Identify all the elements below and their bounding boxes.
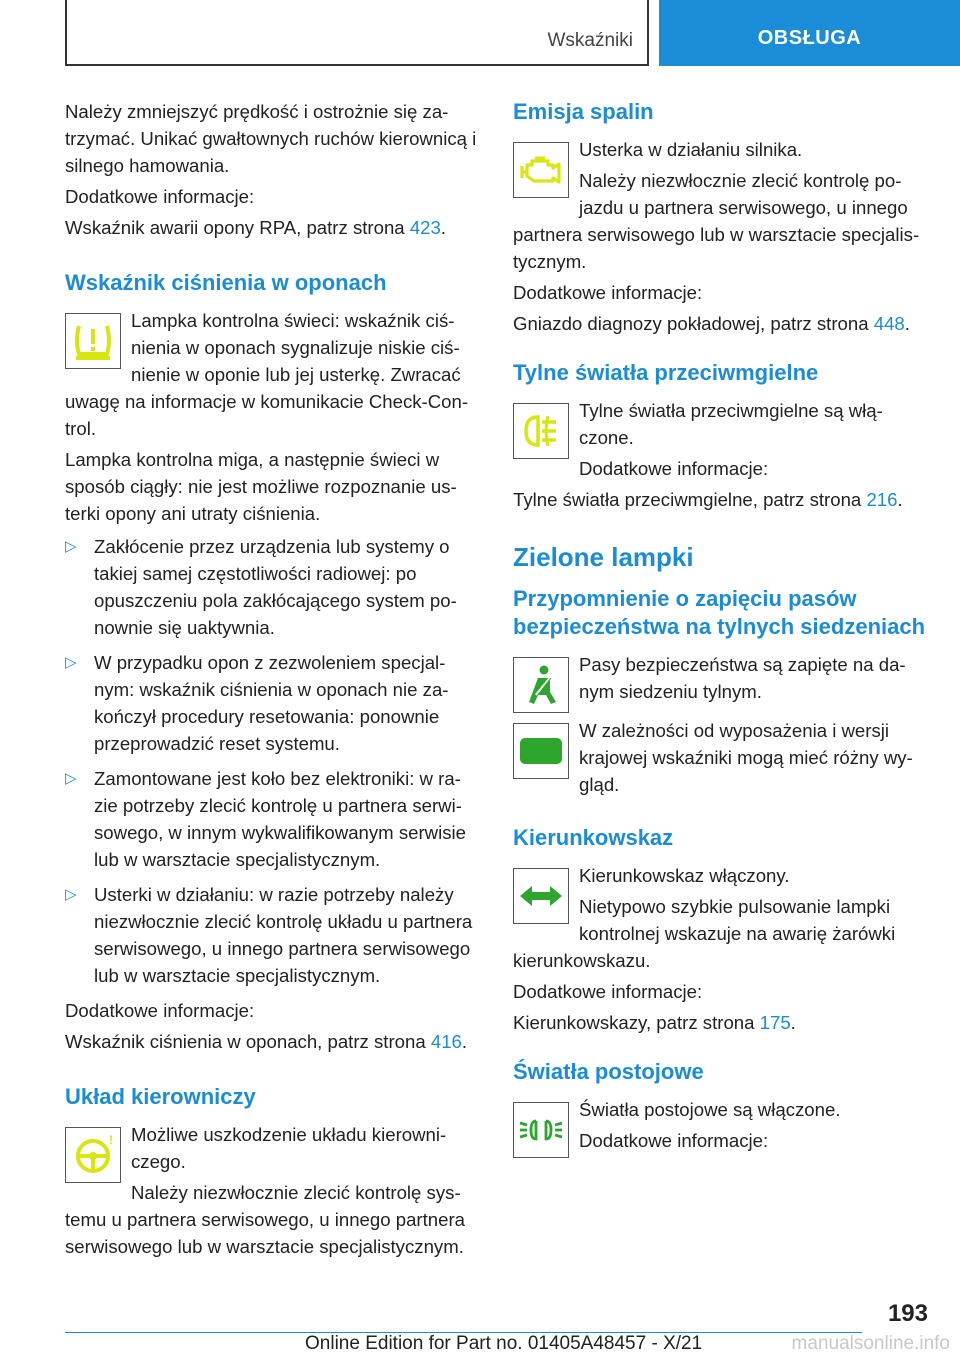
section-title: Wskaźniki bbox=[547, 30, 633, 51]
right-column bbox=[513, 98, 931, 1162]
page-link-423[interactable]: 423 bbox=[409, 217, 441, 238]
page-link-216[interactable]: 216 bbox=[866, 489, 898, 510]
turn-paragraph-2: Nietypowo szybkie pulsowanie lampki kontrolnej wskazuje na awarię żarówki kierunkowskazu. bbox=[513, 896, 896, 971]
svg-text:!: ! bbox=[109, 1133, 113, 1147]
parking-light-icon bbox=[513, 1102, 569, 1158]
engine-icon bbox=[513, 142, 569, 198]
emission-more-label: Dodatkowe informacje: bbox=[513, 282, 703, 303]
fog-more-label: Dodatkowe informacje: bbox=[579, 458, 769, 479]
turn-heading: Kierunkowskaz bbox=[513, 825, 674, 850]
parking-paragraph-1: Światła postojowe są włączone. bbox=[579, 1099, 841, 1120]
intro-more-label: Dodatkowe informacje: bbox=[65, 186, 255, 207]
belt-heading: Przypomnienie o zapięciu pasów bezpieczeństwa na tylnych siedzeniach bbox=[513, 586, 926, 639]
tpms-paragraph-1: Lampka kontrolna świeci: wskaźnik ciś-nienia w oponach sygnalizuje niskie ciś-nienie w oponie lub jej usterkę. Zwracać uwagę na informacje w komunikacie Check-Con-trol. bbox=[65, 310, 469, 439]
triangle-bullet-icon: ▷ bbox=[65, 538, 77, 555]
green-indicator-icon bbox=[513, 723, 569, 779]
steering-icon bbox=[65, 1127, 121, 1183]
triangle-bullet-icon: ▷ bbox=[65, 886, 77, 903]
belt-paragraph-2: W zależności od wyposażenia i wersji krajowej wskaźniki mogą mieć różny wy-gląd. bbox=[579, 720, 913, 795]
seatbelt-icon bbox=[513, 657, 569, 713]
turn-reference: Kierunkowskazy, patrz strona 175. bbox=[513, 1012, 796, 1033]
list-item: ▷ W przypadku opon z zezwoleniem specjal-nym: wskaźnik ciśnienia w oponach nie za-kończył procedury resetowania: ponownie przeprowadzić reset systemu. bbox=[65, 649, 479, 757]
rear-fog-icon bbox=[513, 403, 569, 459]
emission-heading: Emisja spalin bbox=[513, 99, 654, 124]
tpms-paragraph-2: Lampka kontrolna miga, a następnie świeci w sposób ciągły: nie jest możliwe rozpoznanie us-terki opony ani utraty ciśnienia. bbox=[65, 449, 457, 524]
parking-heading: Światła postojowe bbox=[513, 1059, 704, 1084]
steering-paragraph-2: Należy niezwłocznie zlecić kontrolę sys-temu u partnera serwisowego, u innego partnera serwisowego lub w warsztacie specjalistycznym. bbox=[65, 1182, 466, 1257]
fog-heading: Tylne światła przeciwmgielne bbox=[513, 360, 819, 385]
steering-heading: Układ kierowniczy bbox=[65, 1084, 256, 1109]
belt-paragraph-1: Pasy bezpieczeństwa są zapięte na da-nym siedzeniu tylnym. bbox=[579, 654, 906, 702]
tpms-bullet-list bbox=[65, 533, 479, 989]
header-frame bbox=[65, 0, 649, 66]
list-item: ▷ Usterki w działaniu: w razie potrzeby należy niezwłocznie zlecić kontrolę układu u partnera serwisowego, u innego partnera serwisowego lub w warsztacie specjalistycznym. bbox=[65, 881, 479, 989]
triangle-bullet-icon: ▷ bbox=[65, 770, 77, 787]
parking-more-label: Dodatkowe informacje: bbox=[579, 1130, 769, 1151]
triangle-bullet-icon: ▷ bbox=[65, 654, 77, 671]
page-link-416[interactable]: 416 bbox=[430, 1031, 462, 1052]
emission-paragraph-1: Usterka w działaniu silnika. bbox=[579, 139, 803, 160]
emission-paragraph-2: Należy niezwłocznie zlecić kontrolę po-jazdu u partnera serwisowego, u innego partnera serwisowego lub w warsztacie specjalis-tycznym. bbox=[513, 170, 920, 272]
tab-label: OBSŁUGA bbox=[757, 26, 862, 49]
intro-paragraph: Należy zmniejszyć prędkość i ostrożnie się za-trzymać. Unikać gwałtownych ruchów kierownicą i silnego hamowania. bbox=[65, 101, 477, 176]
page-number: 193 bbox=[887, 1300, 928, 1327]
turn-more-label: Dodatkowe informacje: bbox=[513, 981, 703, 1002]
edition-note: Online Edition for Part no. 01405A48457 - X/21 bbox=[305, 1333, 703, 1354]
fog-paragraph-1: Tylne światła przeciwmgielne są włą-czone. bbox=[579, 400, 883, 448]
tire-pressure-icon bbox=[65, 313, 121, 369]
green-lamps-heading: Zielone lampki bbox=[513, 542, 694, 572]
tab-obsluga[interactable] bbox=[659, 0, 960, 66]
intro-reference: Wskaźnik awarii opony RPA, patrz strona 423. bbox=[65, 217, 447, 238]
tpms-more-label: Dodatkowe informacje: bbox=[65, 1000, 255, 1021]
page-link-448[interactable]: 448 bbox=[873, 313, 905, 334]
steering-paragraph-1: Możliwe uszkodzenie układu kierowni-czego. bbox=[131, 1124, 447, 1172]
turn-signal-icon bbox=[513, 868, 569, 924]
emission-reference: Gniazdo diagnozy pokładowej, patrz strona 448. bbox=[513, 313, 910, 334]
page-link-175[interactable]: 175 bbox=[759, 1012, 791, 1033]
tpms-heading: Wskaźnik ciśnienia w oponach bbox=[65, 270, 387, 295]
turn-paragraph-1: Kierunkowskaz włączony. bbox=[579, 865, 790, 886]
tpms-reference: Wskaźnik ciśnienia w oponach, patrz strona 416. bbox=[65, 1031, 468, 1052]
list-item: ▷ Zakłócenie przez urządzenia lub systemy o takiej samej częstotliwości radiowej: po opuszczeniu pola zakłócającego system po-nownie się uaktywnia. bbox=[65, 533, 479, 641]
watermark: manualsonline.info bbox=[791, 1333, 950, 1354]
list-item: ▷ Zamontowane jest koło bez elektroniki: w ra-zie potrzeby zlecić kontrolę u partnera serwi-sowego, w innym wykwalifikowanym serwisie lub w warsztacie specjalistycznym. bbox=[65, 765, 479, 873]
fog-reference: Tylne światła przeciwmgielne, patrz strona 216. bbox=[513, 489, 903, 510]
left-column bbox=[65, 98, 479, 1264]
